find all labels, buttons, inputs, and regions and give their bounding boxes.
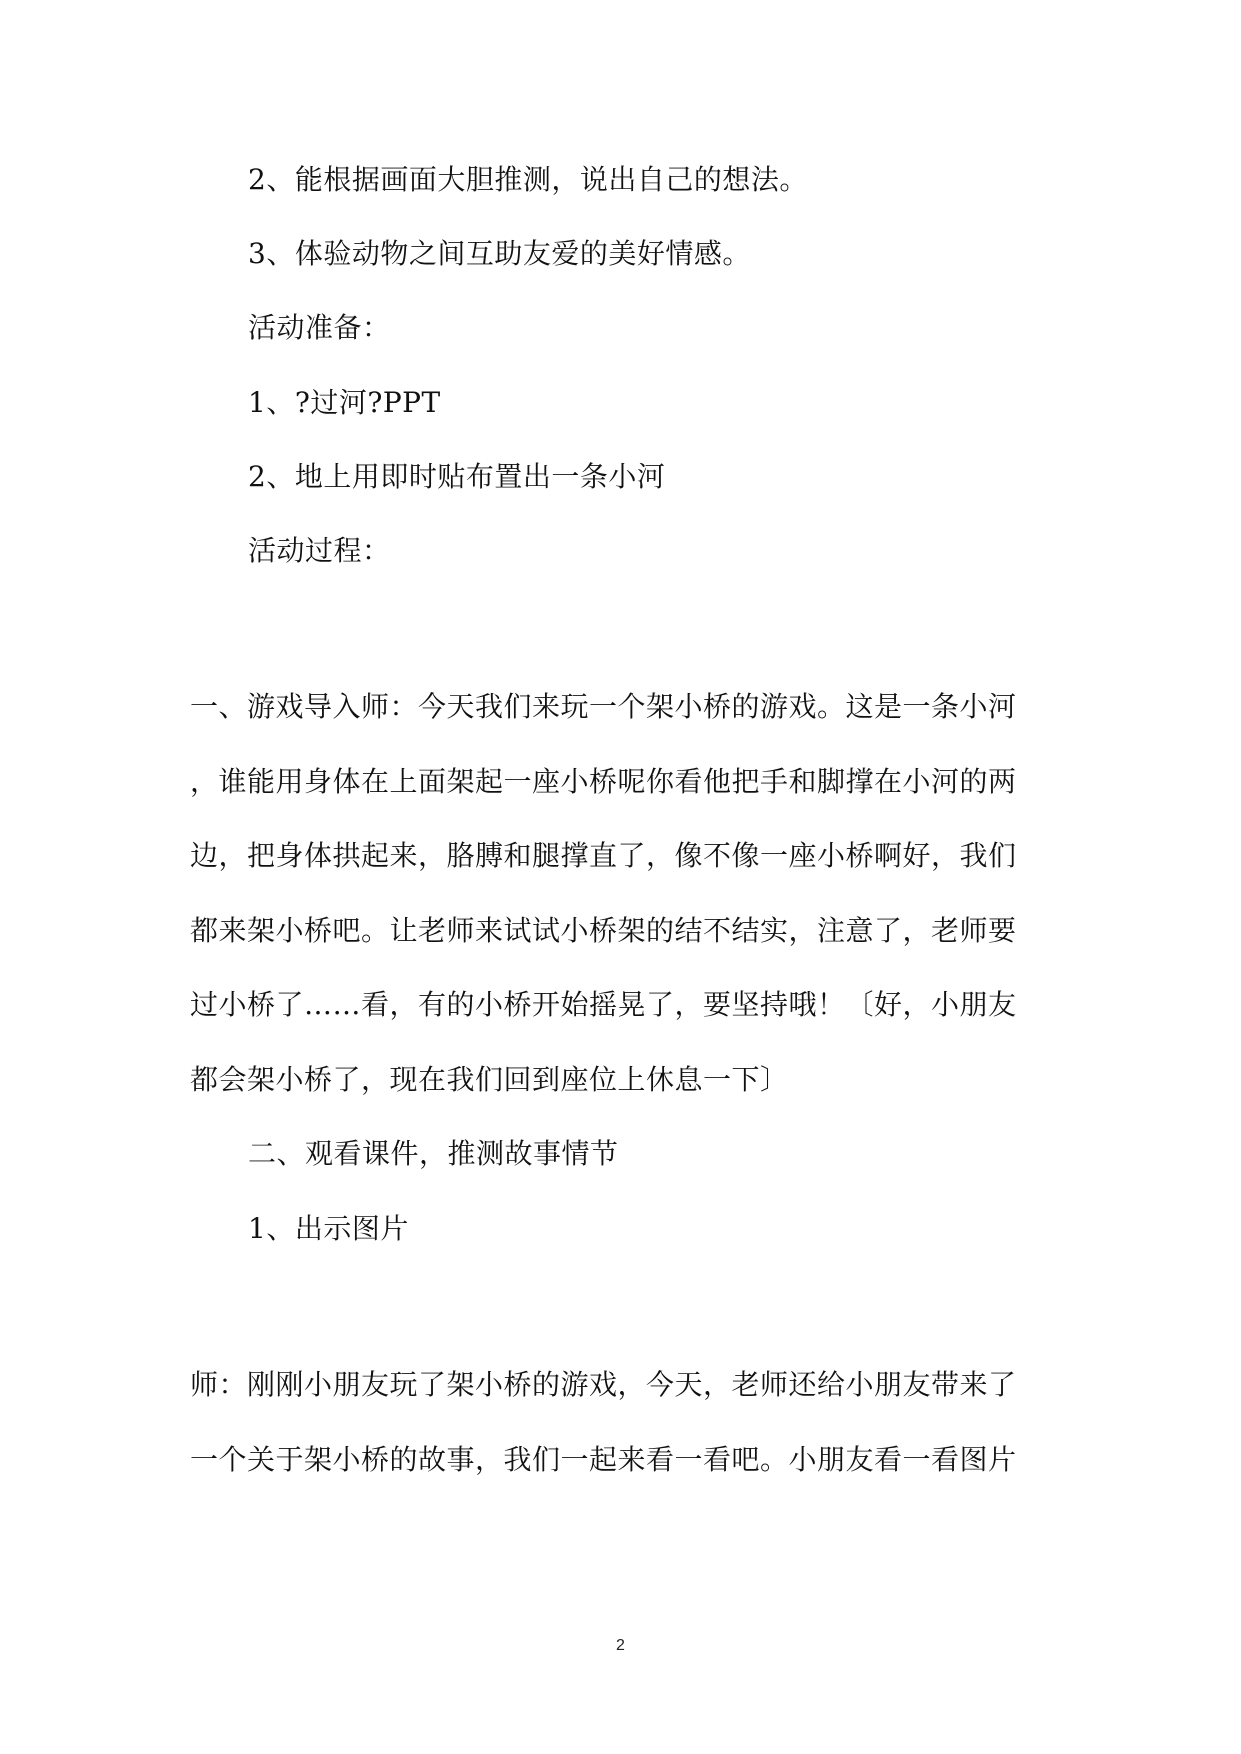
paragraph-line: 边，把身体拱起来，胳膊和腿撑直了，像不像一座小桥啊好，我们: [190, 839, 1017, 872]
paragraph-line: 都来架小桥吧。让老师来试试小桥架的结不结实，注意了，老师要: [190, 914, 1017, 947]
paragraph-line: 一个关于架小桥的故事，我们一起来看一看吧。小朋友看一看图片: [190, 1443, 1017, 1476]
paragraph-line: 一、游戏导入师：今天我们来玩一个架小桥的游戏。这是一条小河: [190, 690, 1017, 723]
page-number: 2: [616, 1637, 625, 1654]
objective-2: 2、能根据画面大胆推测，说出自己的想法。: [248, 163, 808, 196]
preparation-heading: 活动准备：: [248, 311, 391, 344]
process-heading: 活动过程：: [248, 534, 391, 567]
section-heading-2: 二、观看课件，推测故事情节: [248, 1137, 619, 1170]
paragraph-line: 过小桥了……看，有的小桥开始摇晃了，要坚持哦！〔好，小朋友: [190, 988, 1017, 1021]
paragraph-line: ，谁能用身体在上面架起一座小桥呢你看他把手和脚撑在小河的两: [190, 765, 1017, 798]
preparation-item-1: 1、?过河?PPT: [248, 386, 441, 419]
paragraph-line: 都会架小桥了，现在我们回到座位上休息一下〕: [190, 1063, 789, 1096]
preparation-item-2: 2、地上用即时贴布置出一条小河: [248, 460, 666, 493]
paragraph-line: 师：刚刚小朋友玩了架小桥的游戏，今天，老师还给小朋友带来了: [190, 1368, 1017, 1401]
objective-3: 3、体验动物之间互助友爱的美好情感。: [248, 237, 751, 270]
section-item-1: 1、出示图片: [248, 1212, 409, 1245]
